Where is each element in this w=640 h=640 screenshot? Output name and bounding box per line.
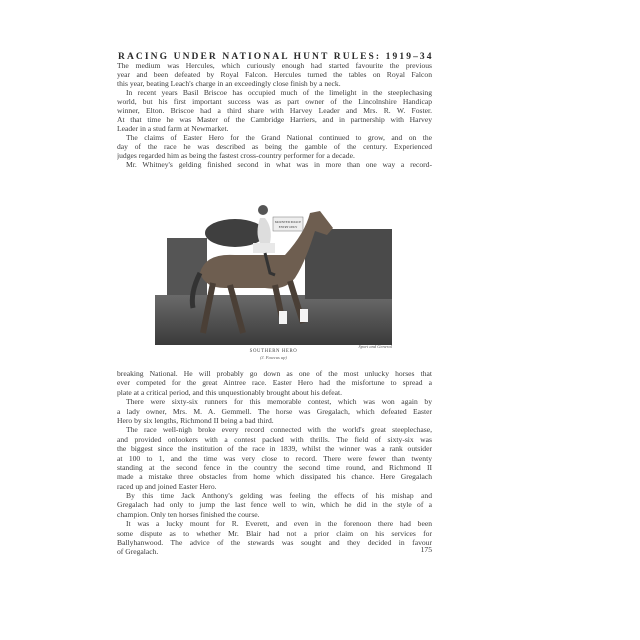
text-line: At that time he was Master of the Cambridge Harriers, and in partnership with Harvey: [117, 115, 432, 124]
text-line: judges regarded him as being the fastest cross-country performer for a decade.: [117, 151, 355, 160]
text-line: winner, Elton. Briscoe had a third share with Harvey Leader and Mrs. R. W. Foster.: [117, 106, 432, 115]
text-block-bottom: [117, 369, 432, 557]
text-line: the biggest since the institution of the race in 1839, whilst the winner was a rank outsider: [117, 444, 432, 454]
sign-text: MOUNTED POLICE: [274, 220, 302, 224]
text-line: By this time Jack Anthony's gelding was feeling the effects of his mishap and: [126, 491, 432, 501]
text-line: made a mistake three obstacles from home which dissipated his chance. Here Gregalach: [117, 472, 432, 482]
text-line: raced up and joined Easter Hero.: [117, 481, 217, 491]
text-line: In recent years Basil Briscoe has occupied much of the limelight in the steeplechasing: [126, 88, 432, 97]
text-line: of Gregalach.: [117, 547, 159, 557]
text-line: ever competed for the great Aintree race. Easter Hero had the misfortune to spread a: [117, 378, 432, 388]
horse-photo-image: [155, 183, 392, 345]
photo-southern-hero: [155, 183, 392, 345]
text-line: day of the race he was described as being the gamble of the century. Experienced: [117, 142, 432, 151]
text-line: The race well-nigh broke every record connected with the world's great steeplechase,: [126, 425, 432, 435]
page-number: 175: [420, 545, 432, 554]
text-line: at 100 to 1, and the time was very close to record. There were fewer than twenty: [117, 453, 432, 463]
text-line: Leader in a stud farm at Newmarket.: [117, 124, 229, 133]
text-line: some dispute as to whether Mr. Blair had not a prior claim on his services for: [117, 528, 432, 538]
text-line: Mr. Whitney's gelding finished second in what was in more than one way a record-: [126, 160, 432, 169]
photo-credit: Sport and General: [358, 344, 392, 349]
text-line: The claims of Easter Hero for the Grand National continued to grow, and on the: [126, 133, 432, 142]
text-line: There were sixty-six runners for this memorable contest, which was won again by: [126, 397, 432, 407]
text-line: a lady owner, Mrs. M. A. Gemmell. The horse was Gregalach, which defeated Easter: [117, 406, 432, 416]
running-title: RACING UNDER NATIONAL HUNT RULES: 1919–34: [118, 52, 434, 62]
sign-text: ENTRY ONLY: [278, 225, 298, 229]
text-line: this year, beating Leach's charge in an exceedingly close finish by a neck.: [117, 79, 341, 88]
text-line: Ballyhanwood. The advice of the stewards was sought and they decided in favour: [117, 538, 432, 548]
text-line: The medium was Hercules, which curiously enough had started favourite the previous: [117, 61, 432, 70]
text-line: Hero by six lengths, Richmond II being a bad third.: [117, 415, 274, 425]
text-line: world, but his first important success was as part owner of the Lincolnshire Handicap: [117, 97, 432, 106]
text-line: It was a lucky mount for R. Everett, and even in the forenoon there had been: [126, 519, 432, 529]
photo-caption-title: SOUTHERN HERO: [249, 349, 298, 354]
text-line: standing at the second fence in the country the second time round, and Richmond II: [117, 462, 432, 472]
sign-board: [273, 217, 303, 231]
text-line: Gregalach had only to jump the last fence well to win, which he did in the style of a: [117, 500, 432, 510]
text-line: and provided onlookers with a contest packed with thrills. The field of sixty-six was: [117, 434, 432, 444]
text-line: plate at a critical period, and this unquestionably brought about his defeat.: [117, 387, 343, 397]
text-block-top: [117, 61, 432, 169]
text-line: breaking National. He will probably go down as one of the most unlucky horses that: [117, 369, 432, 378]
text-line: champion. Only ten horses finished the course.: [117, 509, 260, 519]
text-line: year and been defeated by Royal Falcon. Hercules turned the tables on Royal Falcon: [117, 70, 432, 79]
photo-caption-subtitle: (J. Fawcus up): [260, 355, 287, 360]
